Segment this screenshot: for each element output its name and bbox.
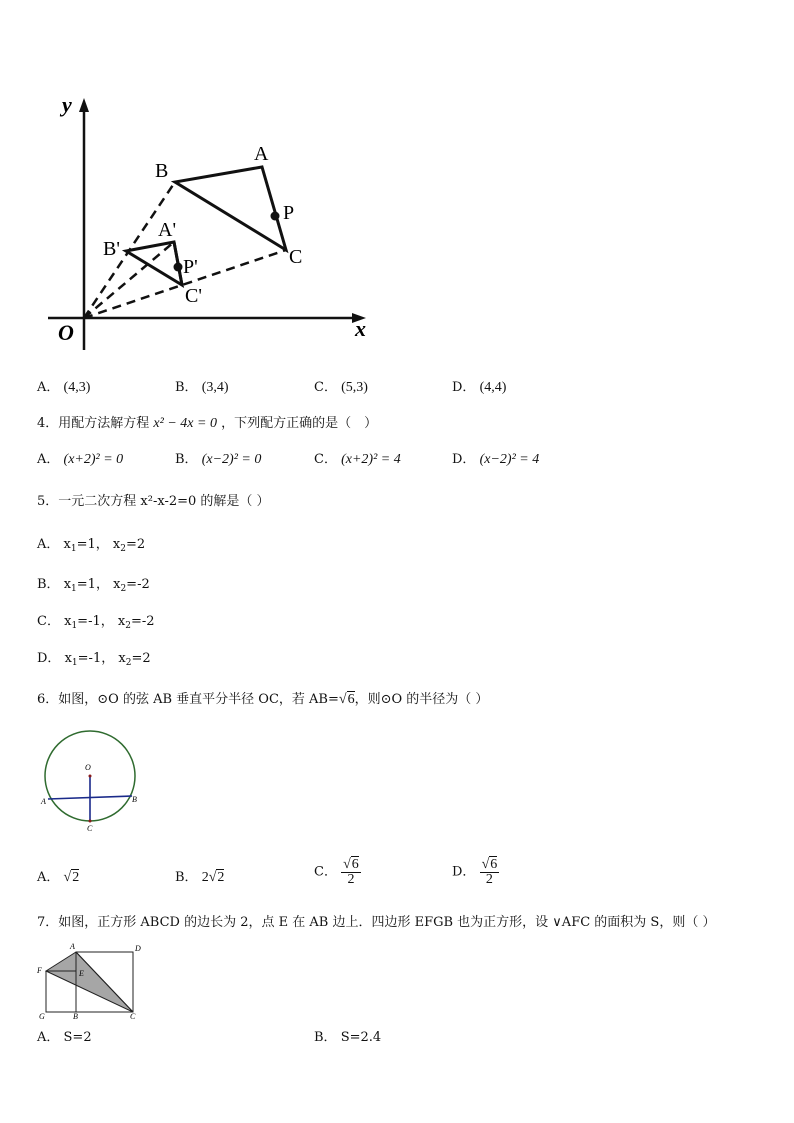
q5-option-b: B． $x_1=1$， $x_2=-2$ [37, 577, 150, 594]
q6-stem-radical: √6 [338, 692, 355, 707]
q4-option-b [175, 451, 261, 469]
option-value: (4,3) [63, 380, 91, 395]
option-letter: B． [175, 452, 198, 467]
label-C1: C' [185, 285, 202, 307]
q4-option-d [452, 451, 539, 469]
option-value: (x+2)² = 4 [341, 452, 401, 467]
triangle-A1B1C1 [126, 242, 182, 285]
q3-option-a [37, 379, 90, 397]
q6-option-b [175, 869, 224, 887]
option-letter: B． [175, 380, 198, 395]
point-C [89, 820, 92, 823]
q4-stem [37, 415, 377, 433]
option-letter: D． [37, 651, 61, 666]
option-value: (x−2)² = 0 [201, 452, 262, 467]
option-letter: D． [452, 864, 476, 880]
option-letter: A． [37, 1030, 60, 1045]
q6-option-c [314, 858, 361, 887]
label-A: A [70, 942, 75, 951]
option-letter: A． [37, 870, 60, 885]
label-O: O [85, 763, 91, 772]
option-value: (x−2)² = 4 [479, 452, 540, 467]
label-C: C [87, 824, 93, 833]
option-letter: C． [314, 452, 337, 467]
option-value: 2√2 [201, 870, 225, 885]
label-C: C [289, 246, 303, 268]
homothety-figure [40, 90, 380, 350]
label-D: D [135, 944, 141, 953]
q6-option-a [37, 869, 79, 887]
label-G: G [39, 1012, 45, 1020]
point-P [271, 212, 280, 221]
q6-stem-prefix: 6．如图，⊙O 的弦 AB 垂直平分半径 OC，若 AB= [37, 692, 339, 707]
triangle-ABC [175, 167, 286, 250]
option-letter: D． [452, 452, 476, 467]
label-B1: B' [103, 238, 120, 260]
square-figure [36, 940, 146, 1020]
label-B: B [132, 795, 137, 804]
option-letter: C． [314, 380, 337, 395]
option-value: (x+2)² = 0 [63, 452, 124, 467]
y-axis-label: y [62, 92, 72, 117]
option-letter: C． [314, 864, 337, 880]
label-B: B [73, 1012, 78, 1020]
q3-option-c [314, 379, 368, 397]
option-letter: B． [175, 870, 198, 885]
option-value: S=2.4 [340, 1030, 382, 1045]
option-value: (3,4) [201, 380, 229, 395]
origin-label: O [58, 320, 74, 345]
point-P1 [174, 263, 183, 272]
option-letter: A． [37, 380, 60, 395]
circle-figure [38, 728, 142, 834]
option-letter: B． [37, 577, 60, 592]
q4-option-c [314, 451, 401, 469]
q5-option-c: C． $x_1=-1$， $x_2=-2$ [37, 614, 155, 631]
option-letter: A． [37, 452, 60, 467]
q3-option-b [175, 379, 229, 397]
label-C: C [130, 1012, 136, 1020]
label-B: B [155, 160, 169, 182]
label-F: F [37, 966, 42, 975]
q5-stem: 5．一元二次方程 x²-x-2=0 的解是（ ） [37, 494, 270, 509]
label-A: A [254, 143, 269, 165]
option-value: (4,4) [479, 380, 507, 395]
x-axis-label: x [355, 316, 366, 341]
label-E: E [79, 969, 84, 978]
point-O [89, 775, 92, 778]
q6-stem-suffix: ，则⊙O 的半径为（ ） [354, 692, 489, 707]
option-letter: B． [314, 1030, 337, 1045]
label-A: A [41, 797, 46, 806]
q4-stem-suffix: ，下列配方正确的是（ ） [221, 416, 378, 431]
q4-stem-prefix: 4．用配方法解方程 [37, 416, 150, 431]
option-fraction: $\frac{√6}{2}$ [343, 857, 359, 887]
option-letter: A． [37, 537, 60, 552]
q7-option-b [314, 1029, 381, 1047]
y-axis-arrow [79, 98, 89, 112]
option-value: √2 [63, 870, 80, 885]
option-letter: C． [37, 614, 60, 629]
q7-option-a [37, 1029, 92, 1047]
shaded-triangle-AFC [46, 952, 133, 1012]
option-letter: D． [452, 380, 476, 395]
q7-stem: 7．如图，正方形 ABCD 的边长为 2，点 E 在 AB 边上．四边形 EFGB 也为正方形，设 ∨AFC 的面积为 S，则（ ） [37, 915, 716, 930]
option-value: S=2 [63, 1030, 92, 1045]
q4-stem-equation: x² − 4x = 0 [153, 416, 217, 431]
q5-option-d: D． $x_1=-1$， $x_2=2$ [37, 651, 151, 668]
label-A1: A' [158, 219, 177, 241]
option-fraction: $\frac{√6}{2}$ [481, 857, 498, 887]
q6-option-d [452, 858, 499, 887]
label-P: P [283, 202, 295, 224]
option-value: (5,3) [341, 380, 368, 395]
q6-stem [37, 691, 488, 709]
q5-option-a: A． $x_1=1$， $x_2=2$ [37, 537, 146, 554]
label-P1: P' [183, 256, 198, 278]
q4-option-a [37, 451, 123, 469]
q3-option-d [452, 379, 506, 397]
